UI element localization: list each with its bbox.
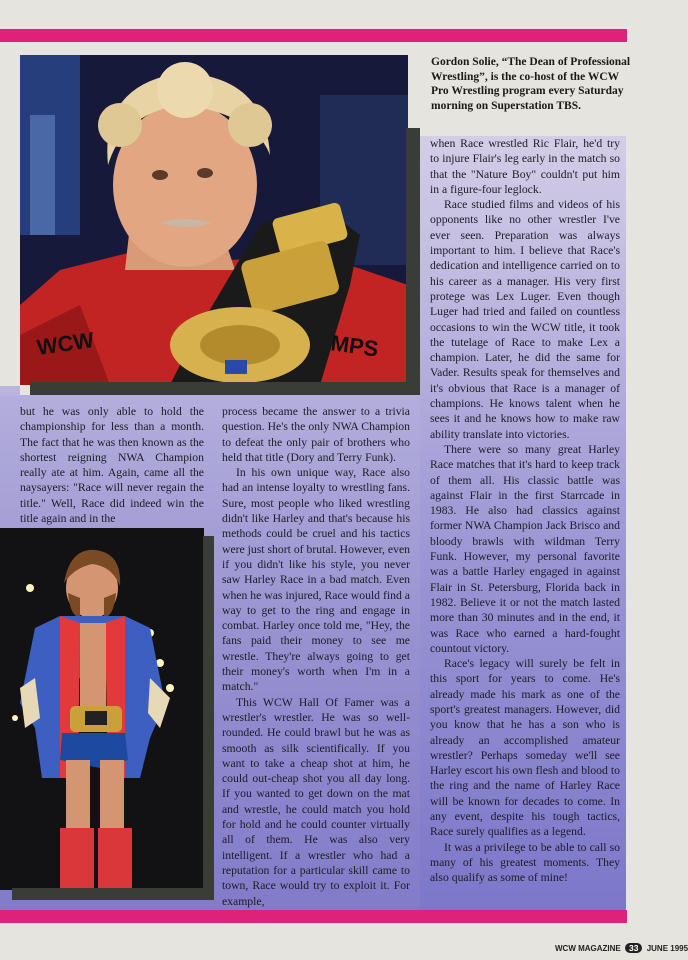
purple-strip (0, 386, 20, 396)
jacket-text-right: MPS (329, 330, 381, 362)
photo2-shadow (12, 888, 214, 900)
paragraph: Race studied films and videos of his opponents like no other wrestler I've ever seen. Preparation was always important to him. I believe that Race's dedication and intelligence carried on to his career as a manager. His very first protege was Lex Luger. Even though Luger had tried and failed on countless occasions to win the WCW title, it took the tutelage of Race to make Lex a champion. Later, he did the same for Vader. Results speak for themselves and it's obvious that Race is a manager of champions. He knows talent when he sees it and he knows how to make raw ability translate into victories. (430, 198, 620, 441)
paragraph: It was a privilege to be able to call so many of his greatest moments. They also qualify as some of mine! (430, 840, 620, 885)
paragraph: process became the answer to a trivia question. He's the only NWA Champion to defeat the only pair of brothers who held that title (Dory and Terry Funk). (222, 405, 410, 464)
paragraph: There were so many great Harley Race matches that it's hard to keep track of them all. His classic battle was against Flair in the first Starrcade in 1983. He also had classics against former NWA Champion Jack Brisco and bloody brawls with wildman Terry Funk. However, my personal favorite was a battle Harley engaged in against Flair in St. Petersburg, Florida back in 1982. Believe it or not the match lasted more than 30 minutes and in the end, it was Race who earned a hard-fought countout victory. (430, 442, 620, 655)
jacket-text-left: WCW (35, 327, 96, 360)
article-column-1 (20, 404, 204, 526)
footer-magazine: WCW MAGAZINE (555, 944, 621, 953)
paragraph: but he was only able to hold the championship for less than a month. The fact that he was then known as the shortest reigning NWA Champion really ate at him. Again, came all the naysayers: "Race will never regain the title." Well, Race did indeed win the title again and in the (20, 405, 204, 526)
paragraph: In his own unique way, Race also had an intense loyalty to wrestling fans. Sure, most people who liked wrestling didn't like Harley and that's because his methods could be cruel and his tactics were just short of brutal. However, even if you didn't like his style, you never saw Harley Race in a bad match. Even when he was injured, Race would find a way to get to the ring and engage in combat. Harley once told me, "Hey, the fans paid their money to see me wrestle. They're always going to get their money's worth when I'm in a match." (222, 466, 410, 694)
page-number: 33 (625, 943, 642, 953)
footer-date: JUNE 1995 (646, 944, 688, 953)
photo1-shadow (30, 382, 420, 395)
page-footer (555, 943, 688, 953)
paragraph: Race's legacy will surely be felt in this sport for years to come. He's already made his mark as one of the sport's greatest managers. However, did you know that he has a son who is already an accomplished amateur wrestler? Perhaps someday we'll see Harley escort his own flesh and blood to the ring and the name of Harley Race will be known for decades to come. In any event, despite his tough tactics, Race surely qualifies as a legend. (430, 657, 620, 839)
paragraph: This WCW Hall Of Famer was a wrestler's wrestler. He was so well-rounded. He could brawl but he was as smooth as silk scientifically. If you want to take a cheap shot at him, he could out-cheap shot you all day long. If you wanted to get down on the mat and wrestle, he could match you hold for hold and he could counter virtually all of them. He was also very intelligent. If a wrestler who had a reputation for a particular skill came to town, Race would try to exploit it. For example, (222, 695, 410, 908)
top-accent-bar (0, 29, 627, 42)
photo-caption: Gordon Solie, “The Dean of Professional Wrestling”, is the co-host of the WCW Pro Wrestling program every Saturday morning on Superstation TBS. (431, 56, 631, 112)
photo2-side-shadow (203, 536, 214, 900)
photo-harley-race-in-ring (0, 528, 204, 890)
photo-harley-race-with-belt (20, 55, 408, 385)
article-column-2 (222, 404, 410, 909)
article-column-3 (430, 136, 620, 886)
photo1-side-shadow (406, 128, 420, 395)
paragraph: when Race wrestled Ric Flair, he'd try to injure Flair's leg early in the match so that the "Nature Boy" couldn't put him in a figure-four leglock. (430, 137, 620, 196)
bottom-accent-bar (0, 910, 627, 923)
